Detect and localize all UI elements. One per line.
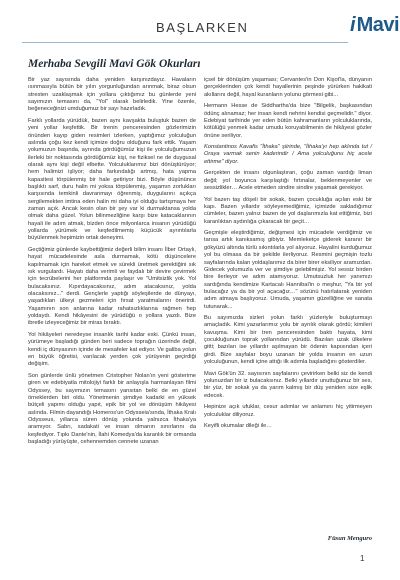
- author-signature: Füsun Menguro: [327, 535, 372, 542]
- paragraph: Bu sayımızda sizleri yolun farklı yüzleriyle buluşturmayı amaçladık. Kimi yazarlarımız yolu bir ayrılık olarak gördü; kimileri kavuşma. Kimi bir tren penceresinden baktı hayata, kimi çocukluğunun toprak yollarından yürüdü. Bazıları uzak ülkelere gitti; bazıları ise yıllardır aşılmayan bir ödenin kapısından içeri girdi. Bize sayfalar boyu uzanan bir yolda insanın en uzun yolculuğunun, kendi içine attığı ilk adımla başladığını gösterdiler.: [204, 315, 372, 366]
- paragraph: Geçmişle eleştirdiğimiz, değişmesi için mücadele verdiğimiz ve tarısa artık kanıksamış gibiyiz. Memleketçe giderek karanır bir gökyüzü altında türlü sıkıntılarla yol alıyoruz. Hayalini kurduğumuz yol bu olmasa da bir şekilde ilerliyoruz. Resmini geçmişin tozlu sayfalarında kalan yoldaşlarımız da birer birer eksiliyor aramızdan. Gidecek yolumuzla ver ve şimdiye gelebilmişiz. Yol sessiz birden bire ilerleyor ve adım atamıyoruz. Umutsuzluk her yanımızı sardığında kendimize Kartacalı Hannibal'in o meşhur, "Ya bir yol bulacağız ya da bir yol açacağız…" sözünü hatırlatarak yeniden adım atmaya başlıyoruz. Umuda, yaşamın güzelliğine ve sanata tutunarak...: [204, 230, 372, 310]
- quote-paragraph: Konstantinos Kavafis "İthaka" şiirinde, "İthaka'yı hep aklında tut / Oraya varmak senin kaderindir / Ama yolculuğunu hiç acele ettirme" diyor.: [204, 144, 372, 165]
- paragraph: Geçtiğimiz günlerde kaybettiğimiz değerli bilim insanı İlber Ortaylı, hayat mücadelesinde asla durmamak, kötü düşüncelere kapılmamak için hareket etmek ve sürekli üretmek gerektiğini sık sık vurgulardı. Hayatı daha verimli ve faydalı bir devire çevirmek için tecrübelerini her platformda paylaşır ve "Umitsizlik yok. Yol bulacaksınız. Kıpırdayacaksınız, adım atacaksınız, yolda olacaksınız..." derdi. Gençlerle yaptığı söyleşilerde de dünyayı, yaşadıkları ülkeyi gezmeleri için fırsat yaratmalarını önerirdi. Yaşamının son anlarına kadar rahatsızlıklarına rağmen hep yoldaydı. Kendi hikâyesini de yürüdüğü o yollara yazdı. Bize ibretle izleyeceğimiz bir miras bıraktı.: [28, 246, 196, 327]
- logo-mark: i: [350, 14, 356, 36]
- paragraph: Yol hikâyeleri neredeyse insanlık tarihi kadar eski. Çünkü insan, yürümeye başladığı günden beri sadece toprağın üzerinde değil, kendi iç dünyasının içinde de mesafeler kat ediyor. Ve galiba yolun en büyük öğretisi, varılacak yerden çok yürüyenin geçirdiği değişim.: [28, 331, 196, 368]
- paragraph: Farklı yollarda yürüdük, bazen aynı kavşakta buluştuk bazen de yeni yollar keşfettik. Bir trenin penceresinden gözlerimizin önünden kayıp giden resimleri izlerken, yaptığımız yolculuğun aslında çoğu kez kendi içimize doğru olduğunu fark ettik. Yaşam yolumuzun başında, ayrında gördüğümüz kişi ile yolculuğumuzun ilerleki bir noktasında gördüğümüz kişi, ne fiziksel ne de duygusal olarak aynı kişi değil elbette. Yolculuklarımız bizi dönüştürüyor; hem halimizi işliyor; daha farkındalığı artmış, hata yapma kapasitesi törpülenmiş bir hale getiriyor bizi. Böyle düşününce başlıktı sarf, duru halin mi yoksa törpülenmiş, yaşamın zorlukları karşısında temkinli davranmayı öğrenmiş, duygularını açıkça sergilemekten imtina eden halin mi daha iyi olduğu tartışmaya her zaman açık. Ancak kesin olan bir şey var ki durmaktansa yolda olmak daha güzel. Yolun bilinmezliğine karşı bize katacaklarının hayali ile adım atmak, bizden önce milyonlarca insanın yürüdüğü yollarda yürümek ve keşfedilmemiş küçücük ayrıntılarla büyülenmek hepimizin ortak deneyimi.: [28, 117, 196, 242]
- paragraph: Gerçekten de insanı olgunlaştıran, çoğu zaman vardığı liman değil; yol boyunca karşılaştığı fırtınalar, beklenmeyenler ve sessizlikler… Acele etmeden sindire sindire yaşamak gerekiyor.: [204, 170, 372, 192]
- paragraph: Hepinize açık ufuklar, cesur adımlar ve anlamını hiç yitirmeyen yolculuklar diliyoruz.: [204, 404, 372, 418]
- paragraph: Son günlerde ünlü yönetmen Cristopher Nolan'ın yeni gösterime giren ve edebiyatla mitolojiyi farklı bir anlayışla harmanlayan filmi Odyssey, bu sayımızın temasını yansıtan belki de en güzel örneklerden biri oldu. Yönetmenin şimdiye kadarki en yüksek bütçeli yapımı olduğu yapıt, epik bir yol ve dönüşüm hikâyesi aslında. Filmin dayandığı Homeros'un Odysseia'sında, İthaka Kralı Odysseus, yıllarca süren dönüş yolunda yalnızca İthaka'ya aramıyor. Sabrı, sadakati ve insan olmanın sınırlarını da keşfediyor. Tıpkı Dante'nin, İlahi Komedya'da karanlık bir ormanda başladığı yürüyüşte, cehennemden cennete uzanan: [28, 372, 196, 445]
- paragraph: Bir yaz sayısında daha yeniden karşınızdayız. Havaların ısınmasıyla bütün bir yılın yorgunluğundan arınmak, biraz olsun stresten uzaklaşmak için yollara çıktığımız bu günlerde yeni sayımızın temasını da, "Yol" olarak belirledik. Yine özenle, beğeneceğinizi umduğumuz bir sayı hazırladık.: [28, 77, 196, 113]
- page-number: 1: [360, 554, 365, 563]
- section-title: BAŞLARKEN: [156, 20, 249, 35]
- paragraph: Yol bazen taş döşeli bir sokak, bazen çocukluğa açılan eski bir kapı. Bazen yıllardır söyleyemediğimiz, içimizde sakladığımız cümleler, bazen yalnız bazen de yol daşlarımızla kat ettiğimiz, bizi karanlıktan aydınlığa çıkaracak bir geçit…: [204, 196, 372, 225]
- magazine-logo: [350, 14, 399, 36]
- paragraph: içsel bir dönüşüm yaşaması; Cervantes'in Don Kişot'la, dünyanın gerçeklerinden çok kendi hayallerinin peşinde yürürken hakikati akıllarını değil, hayal kuranların yolunu görmesi gibi...: [204, 77, 372, 98]
- article-title: Merhaba Sevgili Mavi Gök Okurları: [28, 58, 201, 70]
- paragraph: Mavi Gök'ün 32. sayısının sayfalarını çevirirken belki siz de kendi yolunuzdan bir iz bulacaksınız. Belki yıllardır unuttuğunuz bir ses, bir yüz, bir sokak ya da yarım kalmış bir düş yeniden size eşlik edecek.: [204, 370, 372, 399]
- left-column: [28, 77, 196, 450]
- paragraph: Hermann Hesse de Siddhartha'da bize "Bilgelik, başkasından ödünç alınamaz; her insan kendi nehrini kendisi geçmelidir." diyor. Edebiyat tarihinde yer eden bütün kahramanların yolculuklarında, kötülüğü yenmek kadar umudu koruyabilmenin de hikâyesi gözler önüne seriliyor.: [204, 103, 372, 139]
- header-divider: [22, 42, 348, 43]
- page-header: [0, 0, 400, 48]
- right-column: [204, 77, 372, 435]
- paragraph: Keyifli okumalar dileği ile…: [204, 423, 272, 430]
- logo-text: Mavi: [356, 14, 400, 36]
